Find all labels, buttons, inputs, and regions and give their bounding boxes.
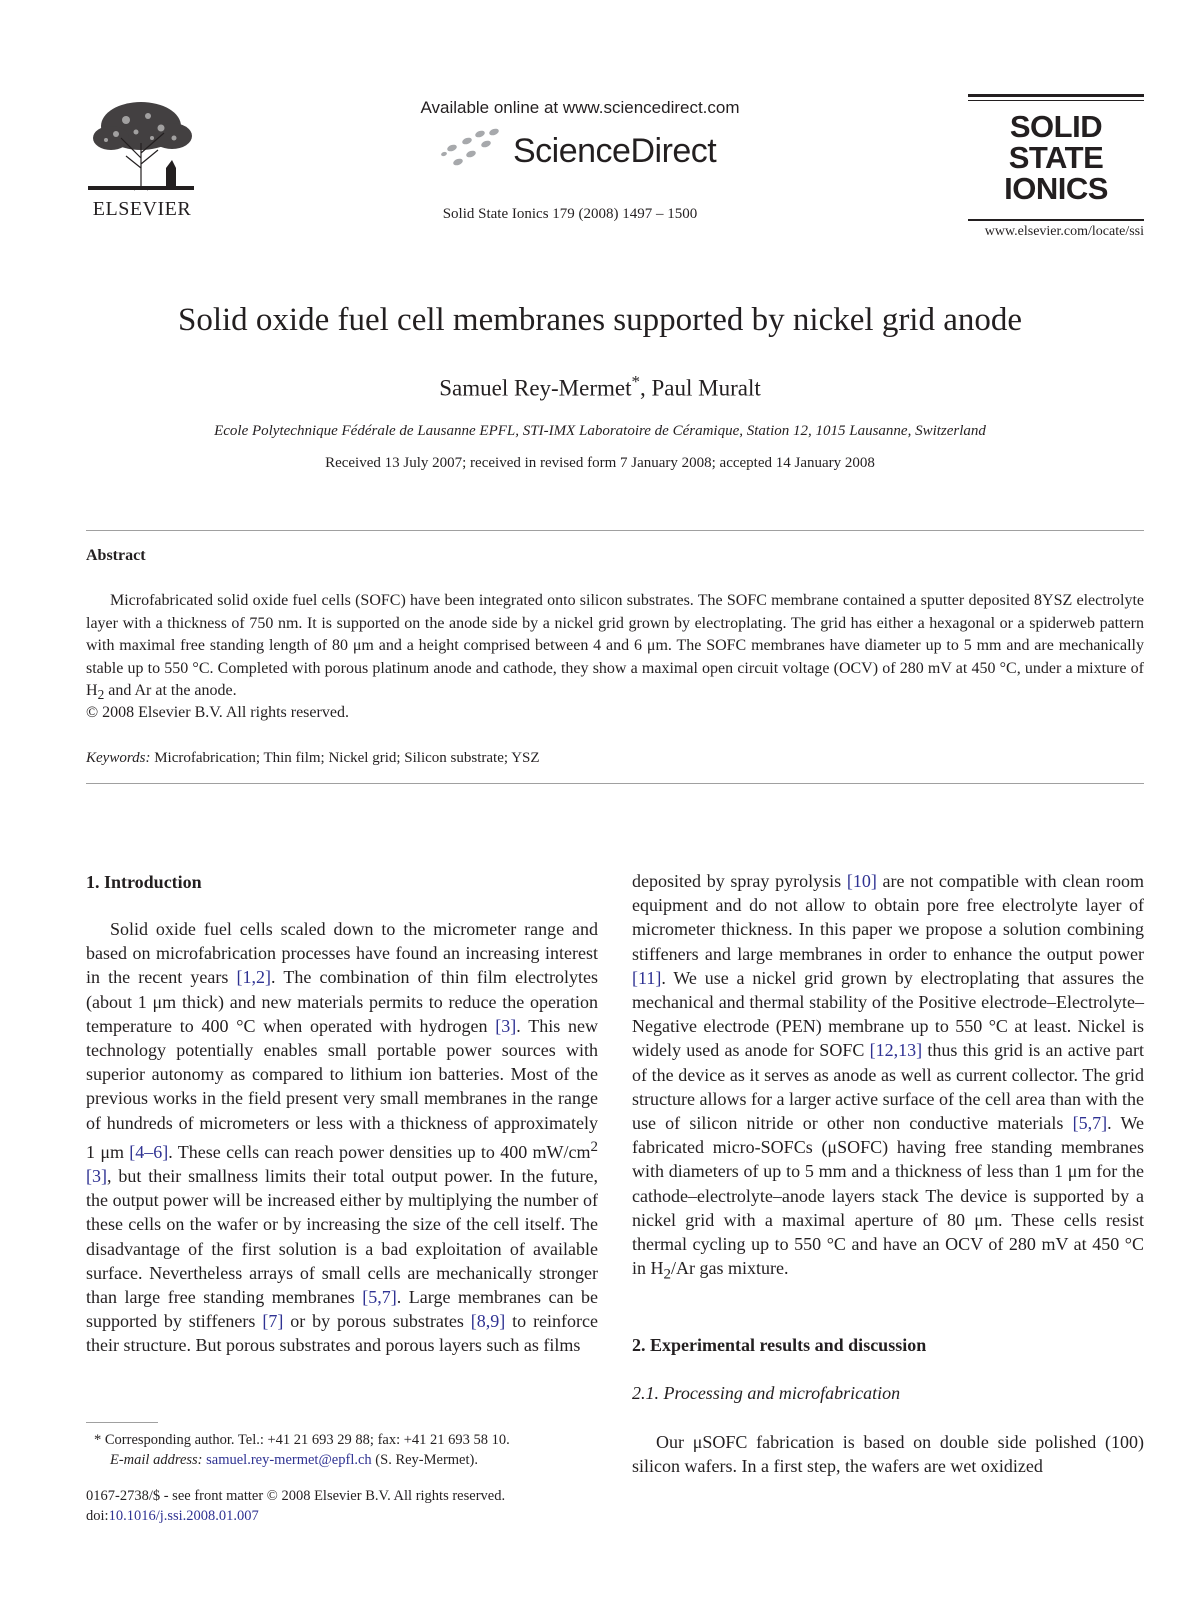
section-heading-experimental: 2. Experimental results and discussion: [632, 1335, 927, 1355]
journal-name-line-2: STATE: [1008, 140, 1104, 175]
received-dates: Received 13 July 2007; received in revised form 7 January 2008; accepted 14 January 2008: [325, 455, 875, 471]
keywords-list: Microfabrication; Thin film; Nickel grid; Silicon substrate; YSZ: [150, 750, 540, 766]
keywords-label: Keywords:: [86, 750, 151, 766]
author-name: Samuel Rey-Mermet: [439, 375, 632, 401]
section-heading-introduction: 1. Introduction: [86, 872, 202, 892]
journal-url[interactable]: www.elsevier.com/locate/ssi: [984, 224, 1144, 239]
email-owner: (S. Rey-Mermet).: [371, 1452, 478, 1468]
citation-link[interactable]: [4–6]: [129, 1141, 169, 1162]
sciencedirect-wordmark: ScienceDirect: [513, 132, 717, 170]
elsevier-tree-icon: [86, 98, 196, 194]
subsection-heading-processing: 2.1. Processing and microfabrication: [632, 1383, 901, 1403]
issn-copyright: 0167-2738/$ - see front matter © 2008 Elsevier B.V. All rights reserved.: [86, 1488, 506, 1504]
available-online-text: Available online at www.sciencedirect.com: [420, 98, 740, 117]
journal-name-line-1: SOLID: [1009, 109, 1103, 144]
citation-link[interactable]: [12,13]: [869, 1040, 923, 1061]
citation-link[interactable]: [5,7]: [362, 1287, 397, 1308]
processing-text: Our μSOFC fabrication is based on double side polished (100) silicon wafers. In a first step, the wafers are wet oxidized: [632, 1432, 1144, 1477]
keywords: [86, 750, 540, 767]
abstract-text: Microfabricated solid oxide fuel cells (SOFC) have been integrated onto silicon substrates. The SOFC membrane contained a sputter deposited 8YSZ electrolyte layer with a thickness of 750 nm. It is supported on the anode side by a nickel grid grown by electroplating. The grid has either a hexagonal or a spiderweb pattern with maximal free standing length of 80 μm and a height comprised between 4 and 6 μm. The SOFC membranes have diameter up to 5 mm and are mechanically stable up to 550 °C. Completed with porous platinum anode and cathode, they show a maximal open circuit voltage (OCV) of 280 mV at 450 °C, under a mixture of $H_2$ and Ar at the anode.: [86, 592, 1144, 703]
affiliation: Ecole Polytechnique Fédérale de Lausanne EPFL, STI-IMX Laboratoire de Céramique, Station 12, 1015 Lausanne, Switzerland: [214, 423, 986, 439]
citation-link[interactable]: [3]: [86, 1166, 107, 1187]
citation-link[interactable]: [10]: [846, 871, 877, 891]
doi-label: doi:: [86, 1508, 109, 1524]
publisher-wordmark: ELSEVIER: [92, 198, 192, 220]
introduction-text-continued: deposited by spray pyrolysis [10] are not compatible with clean room equipment and do not allow to obtain pore free electrolyte layer of micrometer thickness. In this paper we propose a solution combining stiffeners and large membranes in order to enhance the output power [11]. We use a nickel grid grown by electroplating that assures the mechanical and thermal stability of the Positive electrode–Electrolyte–Negative electrode (PEN) membrane up to 550 °C at least. Nickel is widely used as anode for SOFC [12,13] thus this grid is an active part of the device as it serves as anode as well as current collector. The grid structure allows for a larger active surface of the cell area than with the use of silicon nitride or other non conductive materials [5,7]. We fabricated micro-SOFCs (μSOFC) having free standing membranes with diameters of up to 5 mm and a thickness of less than 1 μm for the cathode–electrolyte–anode layers stack The device is supported by a nickel grid with a maximal aperture of 80 μm. These cells resist thermal cycling up to 550 °C and have an OCV of 280 mV at 450 °C in $H_2/Ar$ gas mixture.: [632, 871, 1144, 1283]
author-name: , Paul Muralt: [640, 375, 761, 401]
citation-link[interactable]: [1,2]: [236, 967, 272, 988]
introduction-text: Solid oxide fuel cells scaled down to the micrometer range and based on microfabrication processes have found an increasing interest in the recent years [1,2]. The combination of thin film electrolytes (about 1 μm thick) and new materials permits to reduce the operation temperature to 400 °C when operated with hydrogen [3]. This new technology potentially enables small portable power sources with superior autonomy as compared to lithium ion batteries. Most of the previous works in the field present very small membranes in the range of hundreds of micrometers or less with a thickness of approximately 1 μm [4–6]. These cells can reach power densities up to 400 $mW/cm^2$ [3], but their smallness limits their total output power. In the future, the output power will be increased either by multiplying the number of these cells on the wafer or by increasing the size of the cell itself. The disadvantage of the first solution is a bad exploitation of available surface. Nevertheless arrays of small cells are mechanically stronger than large free standing membranes [5,7]. Large membranes can be supported by stiffeners [7] or by porous substrates [8,9] to reinforce their structure. But porous substrates and porous layers such as films: [86, 919, 599, 1356]
journal-name-line-3: IONICS: [1004, 171, 1108, 206]
citation-link[interactable]: [8,9]: [470, 1311, 506, 1332]
citation-link[interactable]: [5,7]: [1072, 1113, 1108, 1134]
article-title: Solid oxide fuel cell membranes supported by nickel grid anode: [177, 302, 1023, 338]
front-matter: [86, 1486, 606, 1526]
abstract-heading: Abstract: [86, 547, 146, 564]
abstract-top-rule: [86, 530, 1144, 531]
author-list: [0, 372, 1200, 402]
doi-link[interactable]: 10.1016/j.ssi.2008.01.007: [108, 1508, 259, 1524]
citation-link[interactable]: [11]: [632, 967, 662, 988]
email-link[interactable]: samuel.rey-mermet@epfl.ch: [206, 1452, 372, 1468]
journal-logo-box: [968, 94, 1144, 221]
citation-link[interactable]: [7]: [262, 1311, 284, 1332]
citation-link[interactable]: [3]: [495, 1015, 517, 1036]
email-label: E-mail address:: [110, 1452, 203, 1468]
abstract-copyright: © 2008 Elsevier B.V. All rights reserved.: [86, 704, 349, 721]
journal-citation: Solid State Ionics 179 (2008) 1497 – 1500: [442, 206, 698, 222]
corresponding-author-footnote: [86, 1430, 606, 1470]
abstract-bottom-rule: [86, 783, 1144, 784]
corresponding-author-contact: * Corresponding author. Tel.: +41 21 693 29 88; fax: +41 21 693 58 10.: [94, 1432, 510, 1448]
journal-name: [968, 111, 1144, 204]
footnote-rule: [86, 1422, 158, 1423]
corresponding-author-mark[interactable]: *: [631, 372, 640, 391]
